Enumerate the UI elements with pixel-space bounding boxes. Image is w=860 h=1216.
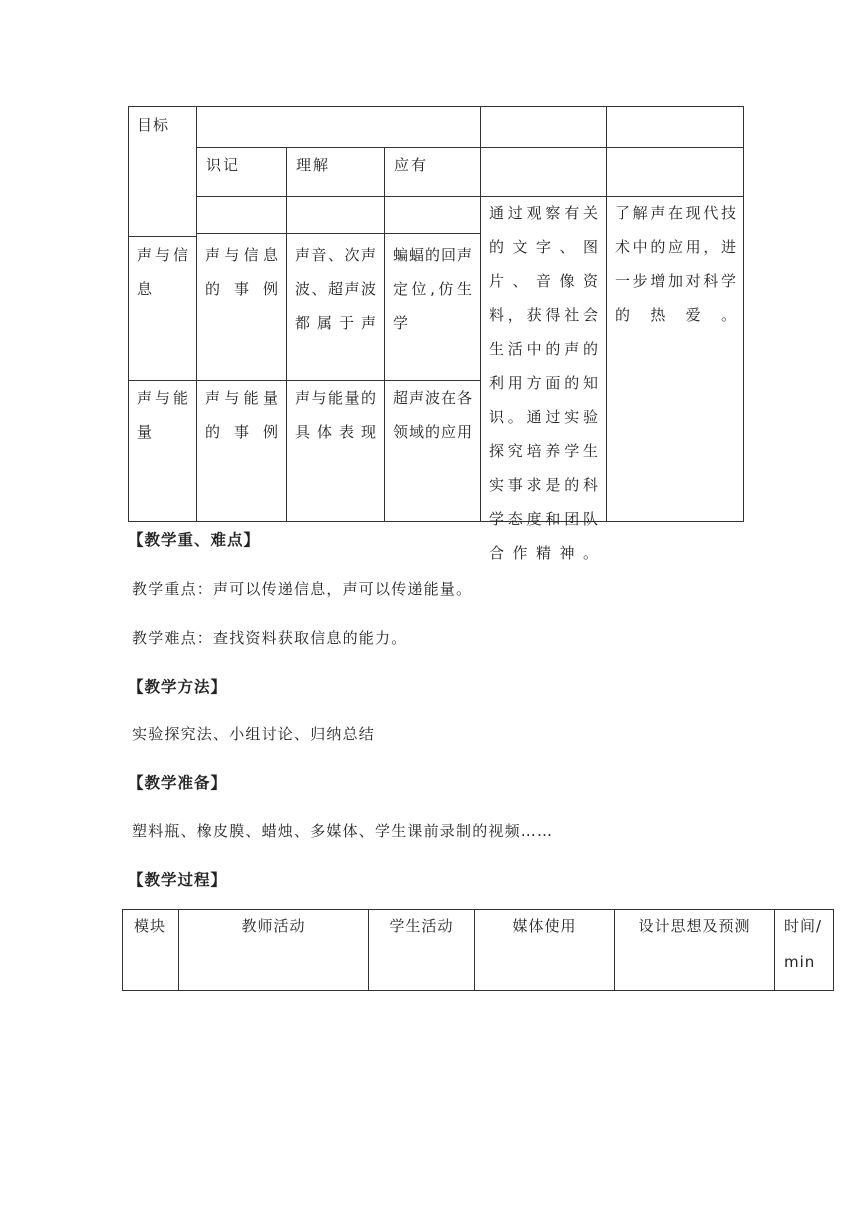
row-recall-info: 声与信息的事例 (205, 246, 279, 298)
emotion-goal: 了解声在现代技术中的应用，进一步增加对科学的热爱。 (615, 204, 737, 324)
header-media: 媒体使用 (512, 917, 577, 935)
target-label: 目标 (137, 116, 170, 134)
subheader-recall: 识记 (206, 156, 241, 174)
row-recall-energy: 声与能量的事例 (205, 389, 279, 441)
prep-heading: 【教学准备】 (128, 774, 228, 792)
key-points-heading: 【教学重、难点】 (128, 531, 261, 549)
header-teacher-activity: 教师活动 (241, 917, 306, 935)
key-point-text: 教学重点：声可以传递信息，声可以传递能量。 (132, 580, 473, 598)
header-module: 模块 (134, 917, 167, 935)
header-student-activity: 学生活动 (389, 917, 454, 935)
process-goal: 通过观察有关的文字、图片、音像资料，获得社会生活中的声的利用方面的知识。通过实验探究培养学生实事求是的科学态度和团队合作精神。 (489, 204, 599, 562)
row-apply-info: 蝙蝠的回声定位,仿生学 (393, 246, 474, 332)
prep-text: 塑料瓶、橡皮膜、蜡烛、多媒体、学生课前录制的视频…… (132, 822, 554, 840)
row-apply-energy: 超声波在各领域的应用 (393, 389, 474, 441)
row-topic-info: 声与信息 (137, 246, 189, 298)
methods-text: 实验探究法、小组讨论、归纳总结 (132, 725, 376, 743)
methods-heading: 【教学方法】 (128, 678, 228, 696)
subheader-understand: 理解 (296, 156, 331, 174)
process-heading: 【教学过程】 (128, 871, 228, 889)
header-time: 时间/min (784, 917, 823, 971)
subheader-apply: 应有 (394, 156, 429, 174)
row-understand-info: 声音、次声波、超声波都属于声 (295, 246, 377, 332)
row-understand-energy: 声与能量的具体表现 (295, 389, 377, 441)
row-topic-energy: 声与能量 (137, 389, 189, 441)
difficult-point-text: 教学难点：查找资料获取信息的能力。 (132, 629, 408, 647)
header-design-thought: 设计思想及预测 (638, 917, 751, 935)
